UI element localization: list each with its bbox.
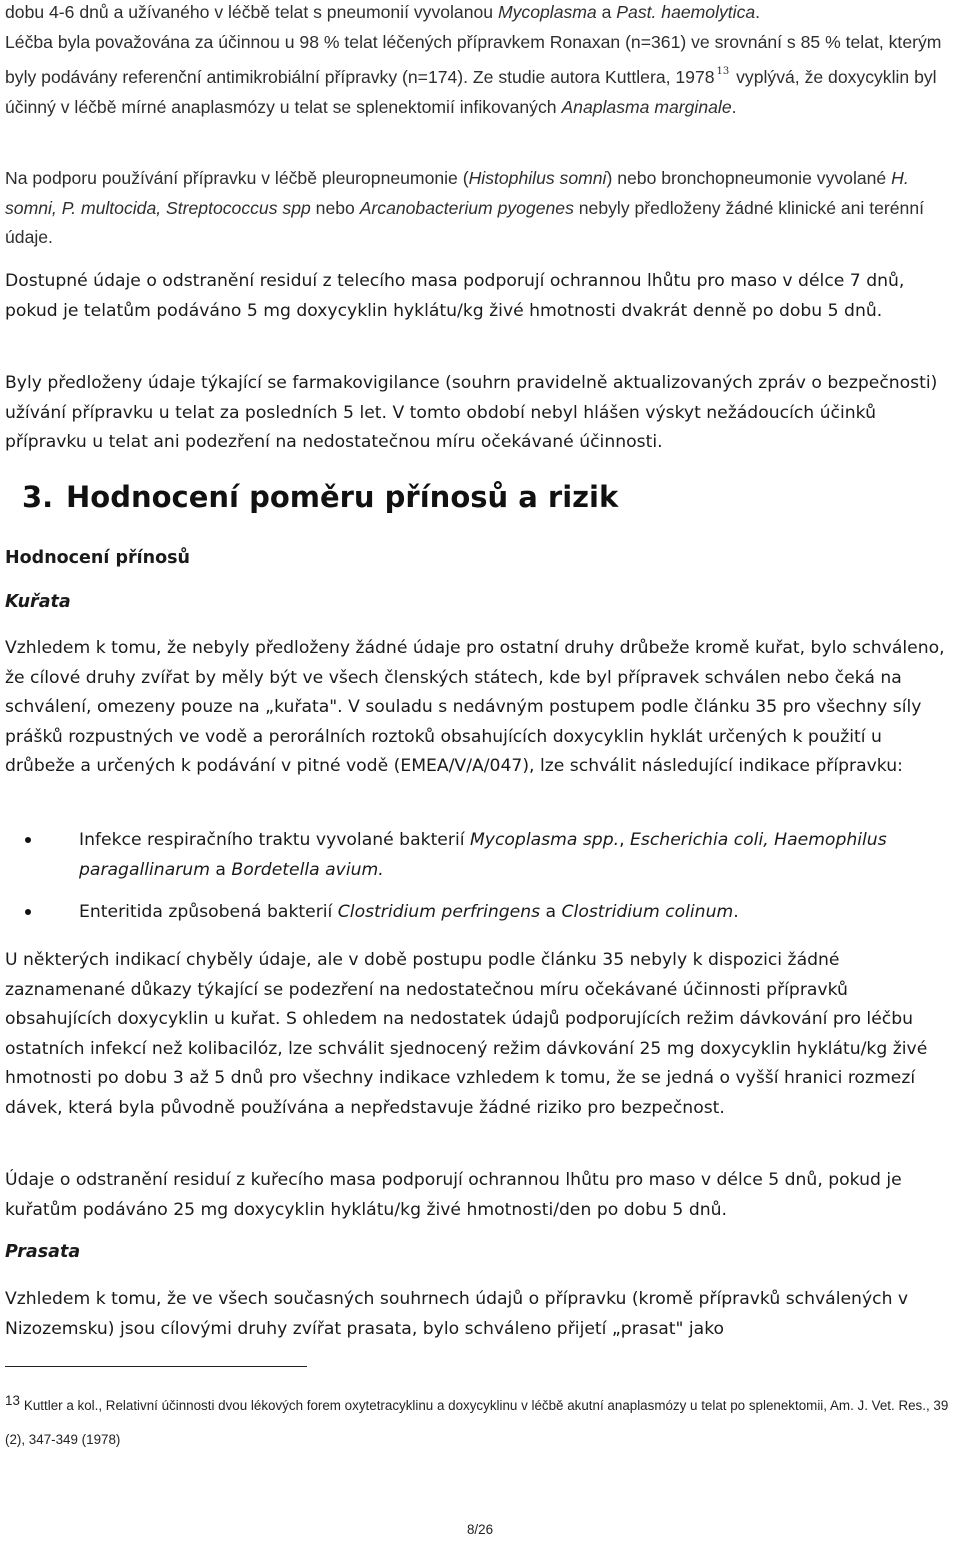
text-span: Na podporu používání přípravku v léčbě pleuropneumonie ( (5, 168, 469, 188)
page-number (0, 1522, 960, 1537)
footnote-text: Kuttler a kol., Relativní účinnosti dvou lékových forem oxytetracyklinu a doxycyklinu v léčbě akutní anaplasmózy u telat po splenektomii, Am. J. Vet. Res., 39 (2), 347-349 (1978) (5, 1398, 949, 1447)
text-span: a (209, 859, 232, 880)
footnote-divider (5, 1366, 307, 1367)
text-span: a (596, 2, 617, 22)
text-span: Infekce respiračního traktu vyvolané bakterií (79, 830, 470, 850)
text-span-italic: Clostridium colinum (561, 902, 734, 922)
paragraph-indications-dosing: U některých indikací chyběly údaje, ale v době postupu podle článku 35 nebyly k dispozici žádné zaznamenané důkazy týkající se podezření na nedostatečnou míru očekávané účinnosti přípravků obsahujících doxycyklin u kuřat. S ohledem na nedostatek údajů podporujících režim dávkování pro léčbu ostatních infekcí než kolibacilóz, lze schválit sjednocený režim dávkování 25 mg doxycyklin hyklátu/kg živé hmotnosti po dobu 3 až 5 dnů pro všechny indikace vzhledem k tomu, že se jedná o vyšší hranici rozmezí dávek, která byla původně používána a nepředstavuje žádné riziko pro bezpečnost. (5, 950, 928, 1118)
text-span-italic: Escherichia coli, Haemophilus paragallinarum (79, 830, 887, 880)
text-span: dobu 4-6 dnů a užívaného v léčbě telat s pneumonií vyvolanou (5, 2, 498, 22)
section-number: 3. (22, 480, 54, 514)
text-span: . (755, 2, 761, 22)
subheading-benefit-assessment: Hodnocení přínosů (5, 548, 190, 568)
text-span-italic: Arcanobacterium pyogenes (359, 197, 574, 218)
subheading-pigs: Prasata (5, 1242, 81, 1262)
footnote (5, 1384, 960, 1457)
paragraph-pleuropneumonia (5, 164, 957, 253)
text-span-italic: Histophilus somni (468, 168, 607, 188)
text-span: nebo (310, 197, 360, 218)
paragraph-efficacy-calves (5, 0, 957, 122)
paragraph-residue-calves: Dostupné údaje o odstranění residuí z telecího masa podporují ochrannou lhůtu pro maso v délce 7 dnů, pokud je telatům podáváno 5 mg doxycyklin hyklátu/kg živé hmotnosti dvakrát denně po dobu 5 dnů. (5, 271, 905, 321)
paragraph-pharmacovigilance: Byly předloženy údaje týkající se farmakovigilance (souhrn pravidelně aktualizovaných zpráv o bezpečnosti) užívání přípravku u telat za posledních 5 let. V tomto období nebyl hlášen výskyt nežádoucích účinků přípravku u telat ani podezření na nedostatečnou míru očekávané účinnosti. (5, 373, 938, 453)
section-heading (22, 480, 618, 514)
text-span: nebyly předloženy žádné klinické ani terénní údaje. (5, 197, 925, 248)
text-span-italic: Bordetella avium. (231, 859, 384, 880)
bullet-icon (25, 909, 31, 915)
text-span: a (540, 902, 562, 922)
text-span: . (733, 902, 739, 922)
bullet-icon (25, 837, 31, 843)
page-number-text: 8/26 (466, 1522, 494, 1537)
text-span-italic: Clostridium perfringens (337, 902, 541, 922)
text-span-italic: Mycoplasma spp. (469, 830, 620, 850)
bullet-text (79, 898, 949, 928)
bullet-text (79, 826, 949, 885)
text-span-italic: H. somni, P. multocida, Streptococcus spp (5, 168, 909, 218)
text-span-italic: Mycoplasma (497, 2, 597, 22)
text-span-italic: Anaplasma marginale (561, 96, 732, 117)
footnote-number: 13 (5, 1393, 20, 1408)
text-span: . (731, 96, 737, 117)
text-span: , (619, 830, 631, 850)
subheading-chickens: Kuřata (5, 592, 71, 612)
text-span: ) nebo bronchopneumonie vyvolané (606, 168, 892, 188)
paragraph-pigs: Vzhledem k tomu, že ve všech současných souhrnech údajů o přípravku (kromě přípravků schválených v Nizozemsku) jsou cílovými druhy zvířat prasata, bylo schváleno přijetí „prasat" jako (5, 1289, 909, 1339)
text-span: Enteritida způsobená bakterií (79, 902, 338, 922)
text-span: Léčba byla považována za účinnou u 98 % telat léčených přípravkem Ronaxan (n=361) ve srovnání s 85 % telat, kterým byly podávány referenční antimikrobiální přípravky (n=174). Ze studie autora Kuttlera, 1978 (5, 31, 942, 88)
paragraph-residue-chickens: Údaje o odstranění residuí z kuřecího masa podporují ochrannou lhůtu pro maso v délce 5 dnů, pokud je kuřatům podáváno 25 mg doxycyklin hyklátu/kg živé hmotnosti/den po dobu 5 dnů. (5, 1170, 902, 1220)
section-title: Hodnocení poměru přínosů a rizik (66, 480, 619, 514)
text-span-italic: Past. haemolytica (616, 2, 756, 22)
footnote-reference: 13 (716, 66, 730, 78)
text-span: vyplývá, že doxycyklin byl účinný v léčbě mírné anaplasmózy u telat se splenektomií infikovaných (5, 67, 937, 117)
paragraph-chickens: Vzhledem k tomu, že nebyly předloženy žádné údaje pro ostatní druhy drůbeže kromě kuřat, bylo schváleno, že cílové druhy zvířat by měly být ve všech členských státech, kde byl přípravek schválen nebo čeká na schválení, omezeny pouze na „kuřata". V souladu s nedávným postupem podle článku 35 pro všechny síly prášků rozpustných ve vodě a perorálních roztoků obsahujících doxycyklin hyklát určených k použití u drůbeže a určených k podávání v pitné vodě (EMEA/V/A/047), lze schválit následující indikace přípravku: (5, 638, 945, 777)
